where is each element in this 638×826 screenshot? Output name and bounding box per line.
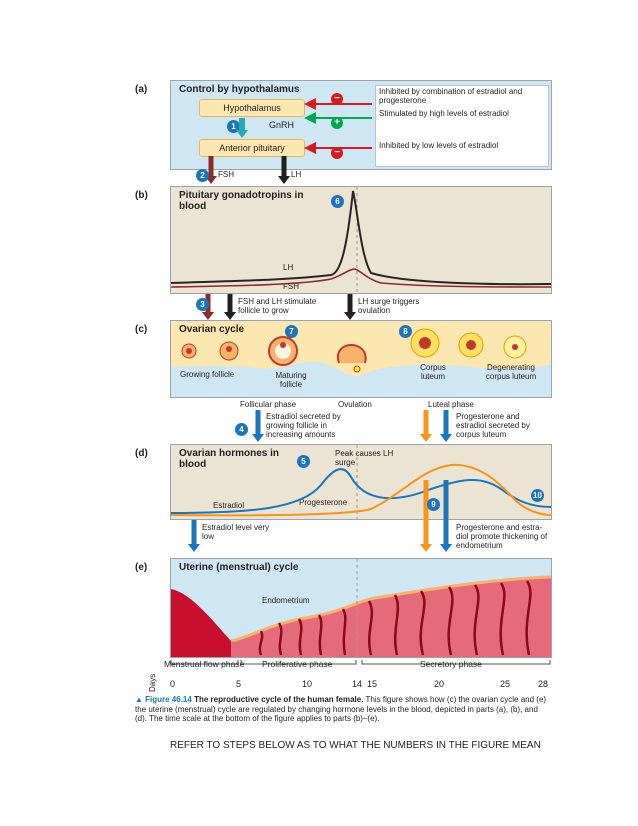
ovulation-label: Ovulation: [338, 400, 372, 409]
footer-instruction: REFER TO STEPS BELOW AS TO WHAT THE NUMBERS IN THE FIGURE MEAN: [170, 740, 541, 751]
lh-label: LH: [291, 170, 302, 179]
panel-d-title: Ovarian hormones in blood: [179, 448, 280, 470]
panel-c-title: Ovarian cycle: [179, 324, 245, 335]
panel-e-letter: (e): [135, 562, 148, 573]
note-inhibited-combination: Inhibited by combination of estradiol and progesterone: [379, 87, 523, 105]
degenerating-label: Degenerating corpus luteum: [485, 363, 537, 381]
endometrium-label: Endometrium: [262, 596, 310, 605]
lh-curve-label: LH: [283, 263, 294, 272]
anterior-pituitary-box: Anterior pituitary: [199, 139, 305, 157]
day-tick-10: 10: [302, 679, 313, 689]
panel-e-title: Uterine (menstrual) cycle: [179, 562, 299, 573]
caption-figure-number: ▲ Figure 46.14: [135, 695, 192, 704]
fsh-label: FSH: [218, 170, 234, 179]
estradiol-curve-label: Estradiol: [213, 501, 245, 510]
day-tick-25: 25: [500, 679, 511, 689]
panel-b-title: Pituitary gonadotropins in blood: [179, 190, 304, 212]
peak-label: Peak causes LH surge: [335, 449, 394, 467]
proliferative-phase-label: Proliferative phase: [262, 659, 333, 669]
note-inhibited-low: Inhibited by low levels of estradiol: [379, 141, 499, 150]
fsh-curve-label: FSH: [283, 282, 299, 291]
note-lh-surge: LH surge triggers ovulation: [358, 297, 420, 315]
note-promote-thickening: Progesterone and estra-diol promote thickening of endometrium: [456, 523, 548, 550]
caption-bold: The reproductive cycle of the human female.: [194, 695, 364, 704]
note-estradiol-low: Estradiol level very low: [202, 523, 270, 541]
day-tick-15: 15: [367, 679, 378, 689]
panel-d-letter: (d): [135, 448, 148, 459]
panel-b-letter: (b): [135, 190, 148, 201]
step-8-badge: 8: [399, 325, 412, 338]
step-5-badge: 5: [297, 455, 310, 468]
figure-caption: [135, 695, 547, 724]
minus-sign-icon: −: [331, 93, 343, 105]
step-4-badge: 4: [235, 423, 248, 436]
day-tick-14: 14: [352, 679, 363, 689]
step-10-badge: 10: [531, 489, 544, 502]
days-axis-label: Days: [148, 673, 157, 692]
minus-sign-icon-2: −: [331, 147, 343, 159]
day-tick-20: 20: [434, 679, 445, 689]
note-progesterone-secreted: Progesterone and estradiol secreted by corpus luteum: [456, 412, 530, 439]
growing-follicle-label: Growing follicle: [180, 370, 235, 379]
maturing-follicle-label: Maturing follicle: [275, 371, 307, 389]
note-fsh-lh-stimulate: FSH and LH stimulate follicle to grow: [238, 297, 317, 315]
panel-c-letter: (c): [135, 324, 148, 335]
corpus-luteum-label: Corpus luteum: [420, 363, 446, 381]
plus-sign-icon: +: [331, 117, 343, 129]
progesterone-curve-label: Progesterone: [299, 498, 348, 507]
menstrual-phase-label: Menstrual flow phase: [164, 659, 245, 669]
hypothalamus-box: Hypothalamus: [199, 99, 305, 117]
step-6-badge: 6: [331, 195, 344, 208]
step-1-badge: 1: [227, 120, 240, 133]
day-tick-28: 28: [538, 679, 549, 689]
follicular-phase-label: Follicular phase: [240, 400, 297, 409]
step-9-badge: 9: [427, 498, 440, 511]
day-tick-0: 0: [170, 679, 176, 689]
gnrh-label: GnRH: [269, 120, 295, 130]
luteal-phase-label: Luteal phase: [428, 400, 474, 409]
step-7-badge: 7: [285, 325, 298, 338]
step-3-badge: 3: [196, 298, 209, 311]
secretory-phase-label: Secretory phase: [420, 659, 482, 669]
note-stimulated-high: Stimulated by high levels of estradiol: [379, 109, 509, 118]
note-estradiol-secreted: Estradiol secreted by growing follicle in increasing amounts: [266, 412, 341, 439]
caption-rest: This figure shows how (c) the ovarian cycle and (e) the uterine (menstrual) cycle are regulated by changing hormone levels in the blood, depicted in parts (a), (b), and (d). The time scale at the bottom of the figure applies to parts (b)–(e).: [135, 695, 547, 723]
panel-a-letter: (a): [135, 84, 148, 95]
day-tick-5: 5: [236, 679, 242, 689]
panel-a-title: Control by hypothalamus: [179, 84, 300, 95]
step-2-badge: 2: [196, 169, 209, 182]
